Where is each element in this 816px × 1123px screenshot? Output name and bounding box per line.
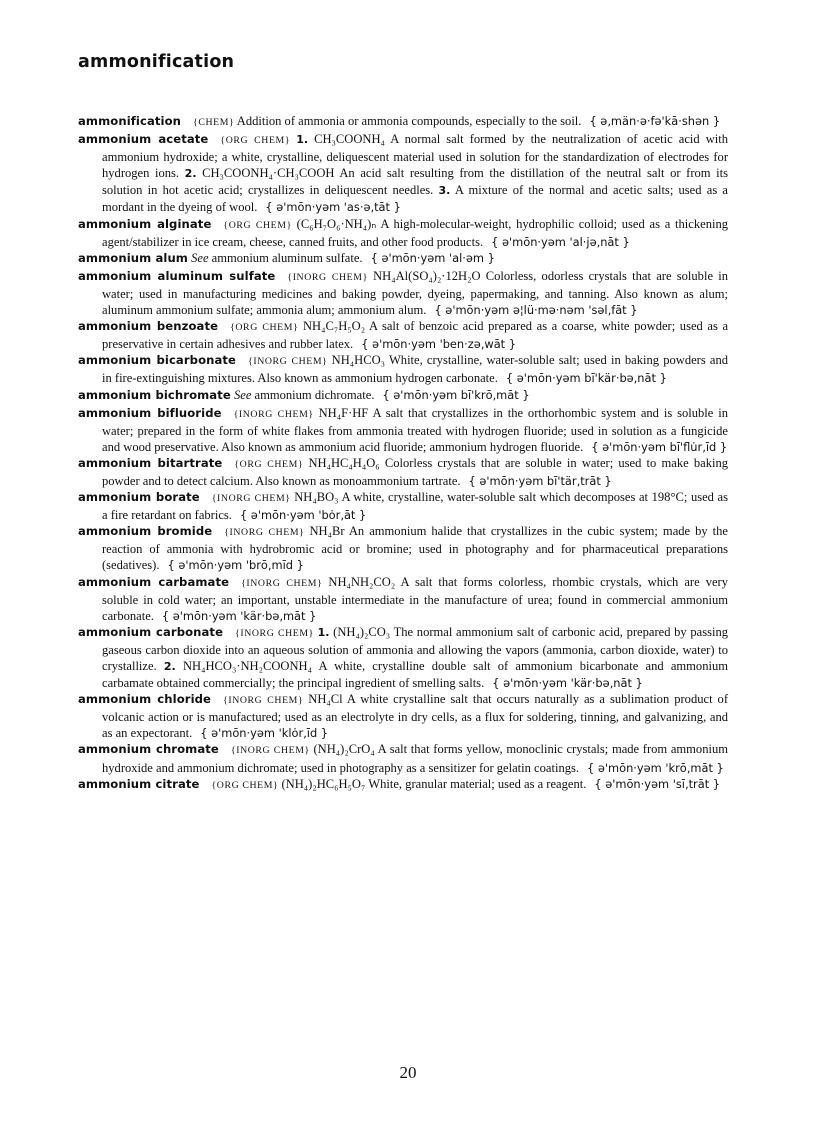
entry-category: {INORG CHEM} xyxy=(223,695,304,707)
entry-headword: ammonium bicarbonate xyxy=(78,353,237,368)
entry-headword: ammonification xyxy=(78,114,182,128)
entry-category: {INORG CHEM} xyxy=(230,745,310,757)
dictionary-entry xyxy=(78,113,728,131)
definition-text: (NH₄)₂CrO₄ A salt that forms yellow, monoclinic crystals; made from ammonium hydroxide and ammonium dichromate; used in photography as a sensitizer for gelatin coatings. xyxy=(102,742,728,775)
cross-reference: See xyxy=(191,250,209,265)
definition-text: (NH₄)₂CO₃ The normal ammonium salt of carbonic acid, prepared by passing gaseous carbon dioxide into an aqueous solution of ammonia and allowing the vapors (ammonia, carbon dioxide, water) to crystallize. xyxy=(102,624,728,673)
entry-headword: ammonium alginate xyxy=(78,216,212,231)
entry-pronunciation: { ə'mōn·yəm ə¦lü·mə·nəm 'səl‚fāt } xyxy=(434,303,638,318)
dictionary-entry xyxy=(78,455,728,489)
entry-definition xyxy=(237,114,582,128)
entry-category: {ORG CHEM} xyxy=(230,322,299,334)
sense-number: 3. xyxy=(438,184,451,198)
entry-category: {INORG CHEM} xyxy=(233,408,314,420)
definition-text: NH₄C₇H₅O₂ A salt of benzoic acid prepared as a coarse, white powder; used as a preservative in certain adhesives and rubber latex. xyxy=(102,319,729,352)
entry-category: {ORG CHEM} xyxy=(211,779,279,791)
dictionary-entry xyxy=(78,268,728,318)
entry-definition xyxy=(281,777,586,791)
entry-pronunciation: { ə'mōn·yəm 'krō‚māt } xyxy=(587,760,724,775)
entry-headword: ammonium chromate xyxy=(78,742,219,757)
entry-headword: ammonium chloride xyxy=(78,692,212,707)
page-number: 20 xyxy=(399,1063,417,1082)
dictionary-entry xyxy=(78,352,728,386)
sense-number: 2. xyxy=(184,167,197,181)
definition-text: NH₄F·HF A salt that crystallizes in the orthorhombic system and is soluble in water; prepared in the form of white flakes from ammonia treated with hydrogen fluoride; used in solution as a fungicide and wood preservative. Also known as ammonium acid fluoride; ammonium hydrogen fluoride. xyxy=(102,405,728,454)
definition-text: Addition of ammonia or ammonia compounds, especially to the soil. xyxy=(236,114,582,128)
definition-text: NH₄Cl A white crystalline salt that occurs naturally as a sublimation product of volcanic action or is manufactured; used as an electrolyte in dry cells, as a flux for soldering, tinning, and galvanizing, and as an expectorant. xyxy=(102,692,728,741)
dictionary-entry xyxy=(78,523,728,573)
entry-headword: ammonium borate xyxy=(78,490,200,505)
entry-pronunciation: { ə‚män·ə·fə'kā·shən } xyxy=(589,114,721,128)
entry-pronunciation: { ə'mōn·yəm bī'kär·bə‚nāt } xyxy=(505,371,667,386)
entry-definition xyxy=(234,388,374,402)
entry-headword: ammonium carbamate xyxy=(78,574,230,589)
definition-text: ammonium aluminum sulfate. xyxy=(208,250,363,265)
entry-pronunciation: { ə'mōn·yəm bī'krō‚māt } xyxy=(382,387,530,402)
entry-headword: ammonium acetate xyxy=(78,132,209,147)
entry-list xyxy=(78,113,728,794)
definition-text: NH₄BO₃ A white, crystalline, water-soluble salt which decomposes at 198°C; used as a fire retardant on fabrics. xyxy=(102,490,729,523)
definition-text: CH₃COONH₄ A normal salt formed by the neutralization of acetic acid with ammonium hydroxide; a white, crystalline, deliquescent material used in solution for the standardization of electrodes for hydrogen ions. xyxy=(102,132,729,181)
entry-pronunciation: { ə'mōn·yəm 'klȯr‚īd } xyxy=(200,726,329,741)
entry-category: {INORG CHEM} xyxy=(224,527,305,539)
definition-text: NH₄Br An ammonium halide that crystallizes in the cubic system; made by the reaction of ammonia with hydrobromic acid or bromine; used in photography and for pharmaceutical preparations (sedatives). xyxy=(102,524,728,573)
entry-headword: ammonium bitartrate xyxy=(78,455,223,470)
entry-headword: ammonium carbonate xyxy=(78,624,224,639)
entry-category: {ORG CHEM} xyxy=(234,458,304,470)
entry-category: {CHEM} xyxy=(193,117,235,128)
entry-pronunciation: { ə'mōn·yəm 'sī‚trāt } xyxy=(594,776,721,791)
definition-text: NH₄HCO₃ White, crystalline, water-soluble salt; used in baking powders and in fire-extinguishing mixtures. Also known as ammonium hydrogen carbonate. xyxy=(102,353,729,386)
entry-headword: ammonium aluminum sulfate xyxy=(78,268,276,283)
definition-text: NH₄HCO₃·NH₂COONH₄ A white, crystalline double salt of ammonium bicarbonate and ammonium carbamate obtained commercially; the principal ingredient of smelling salts. xyxy=(102,659,728,691)
definition-text: CH₃COONH₄·CH₃COOH An acid salt resulting from the distillation of the neutral salt or from its solution in hot acetic acid; crystallizes in deliquescent needles. xyxy=(102,166,728,198)
page-header: ammonification xyxy=(78,52,235,72)
dictionary-entry xyxy=(78,387,728,405)
dictionary-entry xyxy=(78,574,728,624)
entry-category: {INORG CHEM} xyxy=(241,577,323,589)
entry-headword: ammonium alum xyxy=(78,250,188,265)
entry-pronunciation: { ə'mōn·yəm 'as·ə‚tāt } xyxy=(265,200,401,215)
entry-headword: ammonium bifluoride xyxy=(78,405,222,420)
entry-pronunciation: { ə'mōn·yəm bī'flu̇r‚īd } xyxy=(591,439,728,454)
dictionary-entry xyxy=(78,624,728,691)
dictionary-entry xyxy=(78,250,728,268)
entry-headword: ammonium benzoate xyxy=(78,319,219,334)
entry-category: {ORG CHEM} xyxy=(220,135,291,147)
entry-pronunciation: { ə'mōn·yəm 'kär·bə‚nāt } xyxy=(492,676,643,691)
definition-text: NH₄HC₄H₄O₆ Colorless crystals that are soluble in water; used to make baking powder and to detect calcium. Also known as monoammonium tartrate. xyxy=(102,455,729,488)
sense-number: 1. xyxy=(317,625,330,639)
entry-category: {INORG CHEM} xyxy=(248,356,328,368)
entry-headword: ammonium bichromate xyxy=(78,387,231,402)
entry-category: {INORG CHEM} xyxy=(235,627,314,639)
dictionary-entry xyxy=(78,318,728,352)
entry-pronunciation: { ə'mōn·yəm 'brō‚mīd } xyxy=(167,558,304,573)
sense-number: 2. xyxy=(163,660,176,673)
entry-category: {ORG CHEM} xyxy=(223,219,292,231)
definition-text: NH₄Al(SO₄)₂·12H₂O Colorless, odorless crystals that are soluble in water; used in manufacturing medicines and baking powder, dyeing, papermaking, and tanning. Also known as alum; aluminum ammonium sulfate; ammonia alum; ammonium alum. xyxy=(102,268,729,318)
definition-text: ammonium dichromate. xyxy=(251,387,375,402)
dictionary-entry xyxy=(78,216,728,250)
definition-text: (NH₄)₂HC₆H₅O₇ White, granular material; used as a reagent. xyxy=(281,776,587,791)
entry-headword: ammonium citrate xyxy=(78,776,200,791)
dictionary-entry xyxy=(78,405,728,455)
dictionary-entry xyxy=(78,489,728,523)
entry-definition xyxy=(191,251,362,265)
entry-pronunciation: { ə'mōn·yəm 'bȯr‚āt } xyxy=(239,508,367,523)
definition-text: (C₆H₇O₆·NH₄)ₙ A high-molecular-weight, hydrophilic colloid; used as a thickening agent/stabilizer in ice cream, cheese, canned fruits, and other food products. xyxy=(102,216,729,249)
dictionary-entry xyxy=(78,691,728,741)
dictionary-entry xyxy=(78,741,728,775)
entry-pronunciation: { ə'mōn·yəm bī'tär‚trāt } xyxy=(468,473,612,488)
entry-category: {INORG CHEM} xyxy=(287,271,368,283)
definition-text: NH₄NH₂CO₂ A salt that forms colorless, rhombic crystals, which are very soluble in cold water; an important, unstable intermediate in the manufacture of urea; found in commercial ammonium carbonate. xyxy=(102,574,728,623)
entry-pronunciation: { ə'mōn·yəm 'al·əm } xyxy=(370,250,495,265)
dictionary-entry xyxy=(78,131,728,215)
sense-number: 1. xyxy=(296,133,309,147)
dictionary-entry xyxy=(78,776,728,794)
entry-pronunciation: { ə'mōn·yəm 'kär·bə‚māt } xyxy=(161,608,317,623)
cross-reference: See xyxy=(233,387,252,402)
definition-text: A mixture of the normal and acetic salts; used as a mordant in the dyeing of wool. xyxy=(102,183,728,215)
entry-pronunciation: { ə'mōn·yəm 'ben·zə‚wāt } xyxy=(361,337,517,352)
entry-category: {INORG CHEM} xyxy=(211,493,291,505)
entry-headword: ammonium bromide xyxy=(78,524,213,539)
entry-pronunciation: { ə'mōn·yəm 'al·jə‚nāt } xyxy=(491,234,630,249)
